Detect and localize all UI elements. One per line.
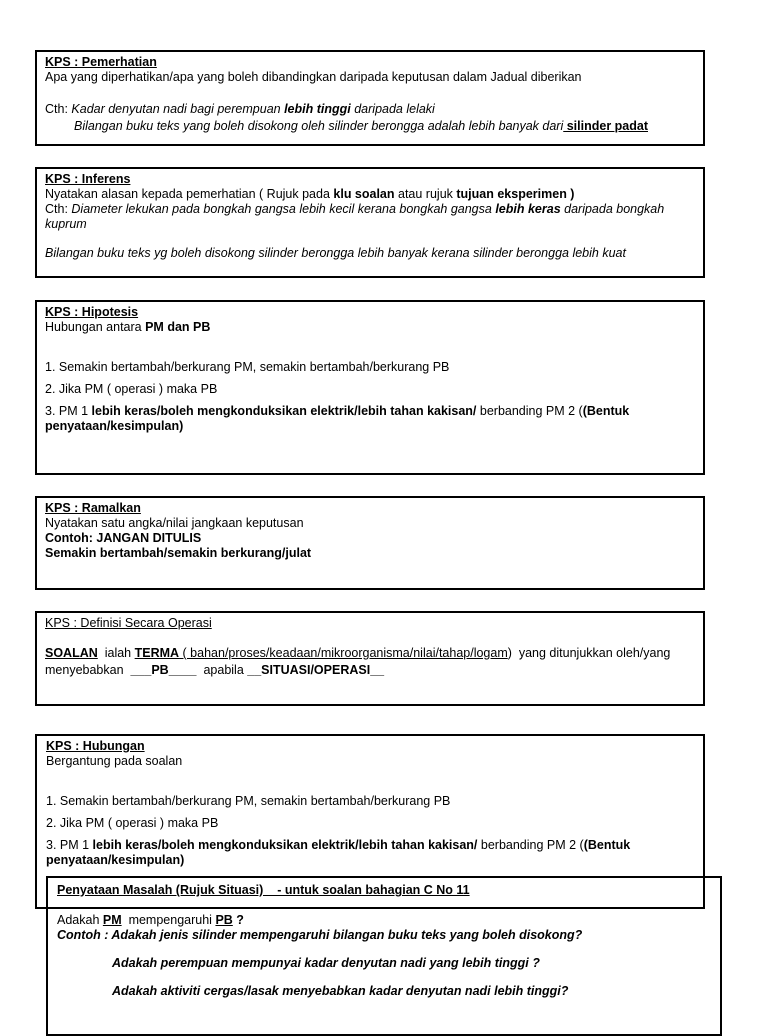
description: Nyatakan alasan kepada pemerhatian ( Rujuk pada klu soalan atau rujuk tujuan eksperimen ) <box>45 187 575 201</box>
kps-pemerhatian-box <box>35 50 705 146</box>
definition-line: SOALAN ialah TERMA ( bahan/proses/keadaan/mikroorganisma/nilai/tahap/logam) yang ditunjukkan oleh/yang <box>45 646 671 660</box>
example-line: Cth: Diameter lekukan pada bongkah gangsa lebih kecil kerana bongkah gangsa lebih keras daripada bongkah kuprum <box>45 202 665 231</box>
list-item: 3. PM 1 lebih keras/boleh mengkonduksikan elektrik/lebih tahan kakisan/ berbanding PM 2 ((Bentuk penyataan/kesimpulan) <box>46 838 631 867</box>
kps-hipotesis-box <box>35 300 705 475</box>
box-title: KPS : Ramalkan <box>45 501 141 515</box>
box-title: KPS : Definisi Secara Operasi <box>45 616 212 630</box>
description: Apa yang diperhatikan/apa yang boleh dibandingkan daripada keputusan dalam Jadual diberikan <box>45 70 582 84</box>
example-line: Bilangan buku teks yang boleh disokong oleh silinder berongga adalah lebih banyak dari silinder padat <box>74 119 648 133</box>
question-line: Adakah PM mempengaruhi PB ? <box>57 913 244 927</box>
kps-ramalkan-box <box>35 496 705 590</box>
example-line: Bilangan buku teks yg boleh disokong silinder berongga lebih banyak kerana silinder berongga lebih kuat <box>45 246 626 260</box>
list-item: 2. Jika PM ( operasi ) maka PB <box>45 382 218 396</box>
list-item: 1. Semakin bertambah/berkurang PM, semakin bertambah/berkurang PB <box>46 794 451 808</box>
example-line: Contoh: JANGAN DITULIS <box>45 531 202 545</box>
description: Bergantung pada soalan <box>46 754 183 768</box>
example-line: Cth: Kadar denyutan nadi bagi perempuan lebih tinggi daripada lelaki <box>45 102 435 116</box>
list-item: 1. Semakin bertambah/berkurang PM, semakin bertambah/berkurang PB <box>45 360 450 374</box>
box-title: Penyataan Masalah (Rujuk Situasi) - untuk soalan bahagian C No 11 <box>57 883 470 897</box>
list-item: 3. PM 1 lebih keras/boleh mengkonduksikan elektrik/lebih tahan kakisan/ berbanding PM 2 ((Bentuk penyataan/kesimpulan) <box>45 404 630 433</box>
description: Hubungan antara PM dan PB <box>45 320 211 334</box>
box-title: KPS : Hubungan <box>46 739 145 753</box>
definition-line: menyebabkan ___PB____ apabila __SITUASI/OPERASI__ <box>45 663 385 677</box>
example-line: Semakin bertambah/semakin berkurang/julat <box>45 546 312 560</box>
kps-definisi-operasi-box <box>35 611 705 706</box>
box-title: KPS : Hipotesis <box>45 305 139 319</box>
box-title: KPS : Pemerhatian <box>45 55 157 69</box>
box-title: KPS : Inferens <box>45 172 131 186</box>
description: Nyatakan satu angka/nilai jangkaan keputusan <box>45 516 304 530</box>
list-item: 2. Jika PM ( operasi ) maka PB <box>46 816 219 830</box>
example-line: Adakah perempuan mempunyai kadar denyutan nadi yang lebih tinggi ? <box>112 956 540 970</box>
example-line: Contoh : Adakah jenis silinder mempengaruhi bilangan buku teks yang boleh disokong? <box>57 928 583 942</box>
kps-inferens-box <box>35 167 705 278</box>
example-line: Adakah aktiviti cergas/lasak menyebabkan kadar denyutan nadi lebih tinggi? <box>112 984 569 998</box>
penyataan-masalah-box <box>46 876 722 1036</box>
